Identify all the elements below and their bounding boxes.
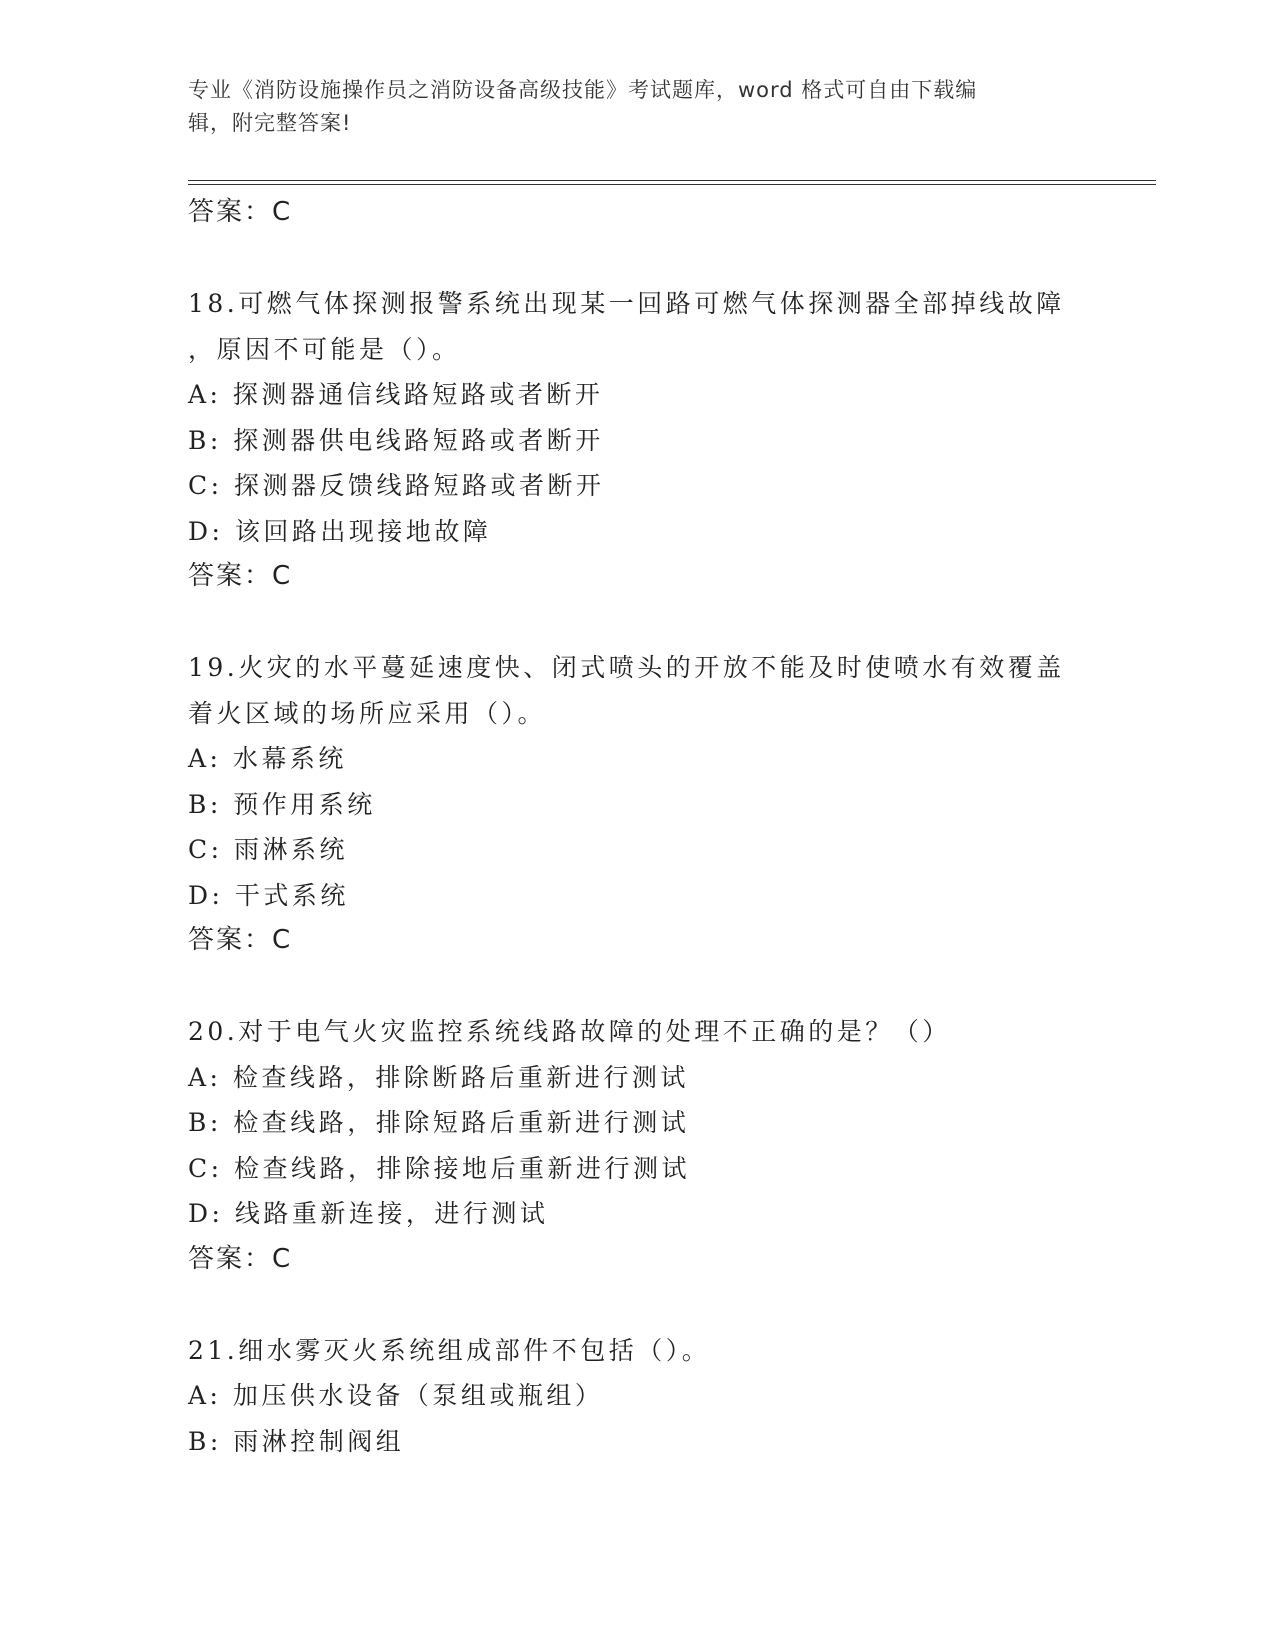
question-19 [188, 645, 1088, 964]
question-20 [188, 1009, 1088, 1282]
spacer [188, 600, 1088, 646]
spacer [188, 1282, 1088, 1328]
header-divider-bottom [188, 184, 1156, 185]
option-c: C: 检查线路，排除接地后重新进行测试 [188, 1153, 690, 1183]
option-a: A: 水幕系统 [188, 744, 347, 773]
question-stem: 18.可燃气体探测报警系统出现某一回路可燃气体探测器全部掉线故障 [188, 289, 1065, 318]
previous-answer: 答案：C [188, 197, 293, 227]
option-d: D: 线路重新连接，进行测试 [188, 1199, 549, 1228]
option-a: A: 加压供水设备（泵组或瓶组） [188, 1381, 604, 1410]
option-b: B: 检查线路，排除短路后重新进行测试 [188, 1108, 690, 1137]
header-line-2: 辑，附完整答案! [188, 111, 352, 135]
question-list [188, 190, 1088, 1464]
option-d: D: 该回路出现接地故障 [188, 516, 492, 546]
option-b: B: 探测器供电线路短路或者断开 [188, 425, 604, 455]
option-a: A: 探测器通信线路短路或者断开 [188, 380, 604, 409]
option-c: C: 雨淋系统 [188, 835, 348, 864]
header-divider-top [188, 180, 1156, 181]
option-d: D: 干式系统 [188, 880, 349, 910]
question-stem: 着火区域的场所应采用（）。 [188, 698, 547, 728]
question-stem: ，原因不可能是（）。 [188, 334, 461, 364]
question-21 [188, 1328, 1088, 1465]
spacer [188, 236, 1088, 282]
option-b: B: 雨淋控制阀组 [188, 1426, 405, 1456]
question-stem: 20.对于电气火灾监控系统线路故障的处理不正确的是？（） [188, 1017, 951, 1046]
header-line-1: 专业《消防设施操作员之消防设备高级技能》考试题库，word 格式可自由下载编 [188, 78, 978, 102]
option-c: C: 探测器反馈线路短路或者断开 [188, 471, 605, 500]
answer-label: 答案：C [188, 925, 293, 955]
option-b: B: 预作用系统 [188, 789, 376, 819]
question-18 [188, 281, 1088, 600]
question-stem: 21.细水雾灭火系统组成部件不包括（）。 [188, 1335, 711, 1365]
question-stem: 19.火灾的水平蔓延速度快、闭式喷头的开放不能及时使喷水有效覆盖 [188, 653, 1065, 682]
answer-label: 答案：C [188, 561, 293, 591]
answer-label: 答案：C [188, 1243, 293, 1274]
page-header [188, 74, 1068, 140]
spacer [188, 964, 1088, 1010]
option-a: A: 检查线路，排除断路后重新进行测试 [188, 1062, 689, 1092]
